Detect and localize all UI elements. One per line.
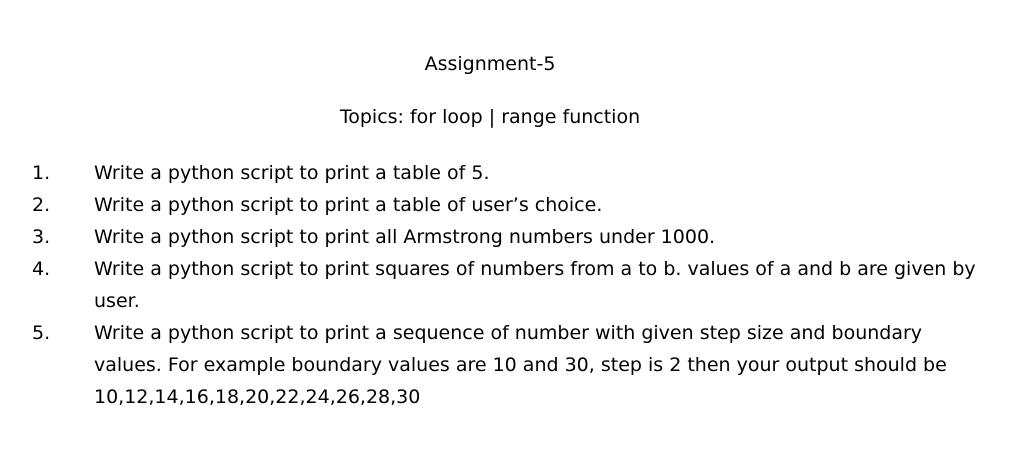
list-item bbox=[32, 189, 982, 221]
list-item-number: 1. bbox=[32, 162, 51, 184]
list-item-text: Write a python script to print a table of 5. bbox=[94, 162, 490, 184]
list-item-number: 5. bbox=[32, 322, 51, 344]
document-title: Assignment-5 bbox=[424, 53, 556, 75]
list-item-number: 2. bbox=[32, 194, 51, 216]
list-item-number: 3. bbox=[32, 226, 51, 248]
list-item-text: Write a python script to print all Armstrong numbers under 1000. bbox=[94, 226, 716, 248]
question-list bbox=[32, 157, 982, 413]
list-item-number: 4. bbox=[32, 258, 51, 280]
list-item-text: Write a python script to print a table of user’s choice. bbox=[94, 194, 603, 216]
list-item bbox=[32, 221, 982, 253]
list-item bbox=[32, 157, 982, 189]
list-item bbox=[32, 317, 982, 413]
document-topics: Topics: for loop | range function bbox=[339, 106, 641, 128]
list-item bbox=[32, 253, 982, 317]
list-item-text: Write a python script to print a sequence of number with given step size and boundary values. For example boundary values are 10 and 30, step is 2 then your output should be 10,12,14,16,18,20,22,24,26,28,30 bbox=[94, 322, 947, 408]
list-item-text: Write a python script to print squares of numbers from a to b. values of a and b are given by user. bbox=[94, 258, 976, 312]
